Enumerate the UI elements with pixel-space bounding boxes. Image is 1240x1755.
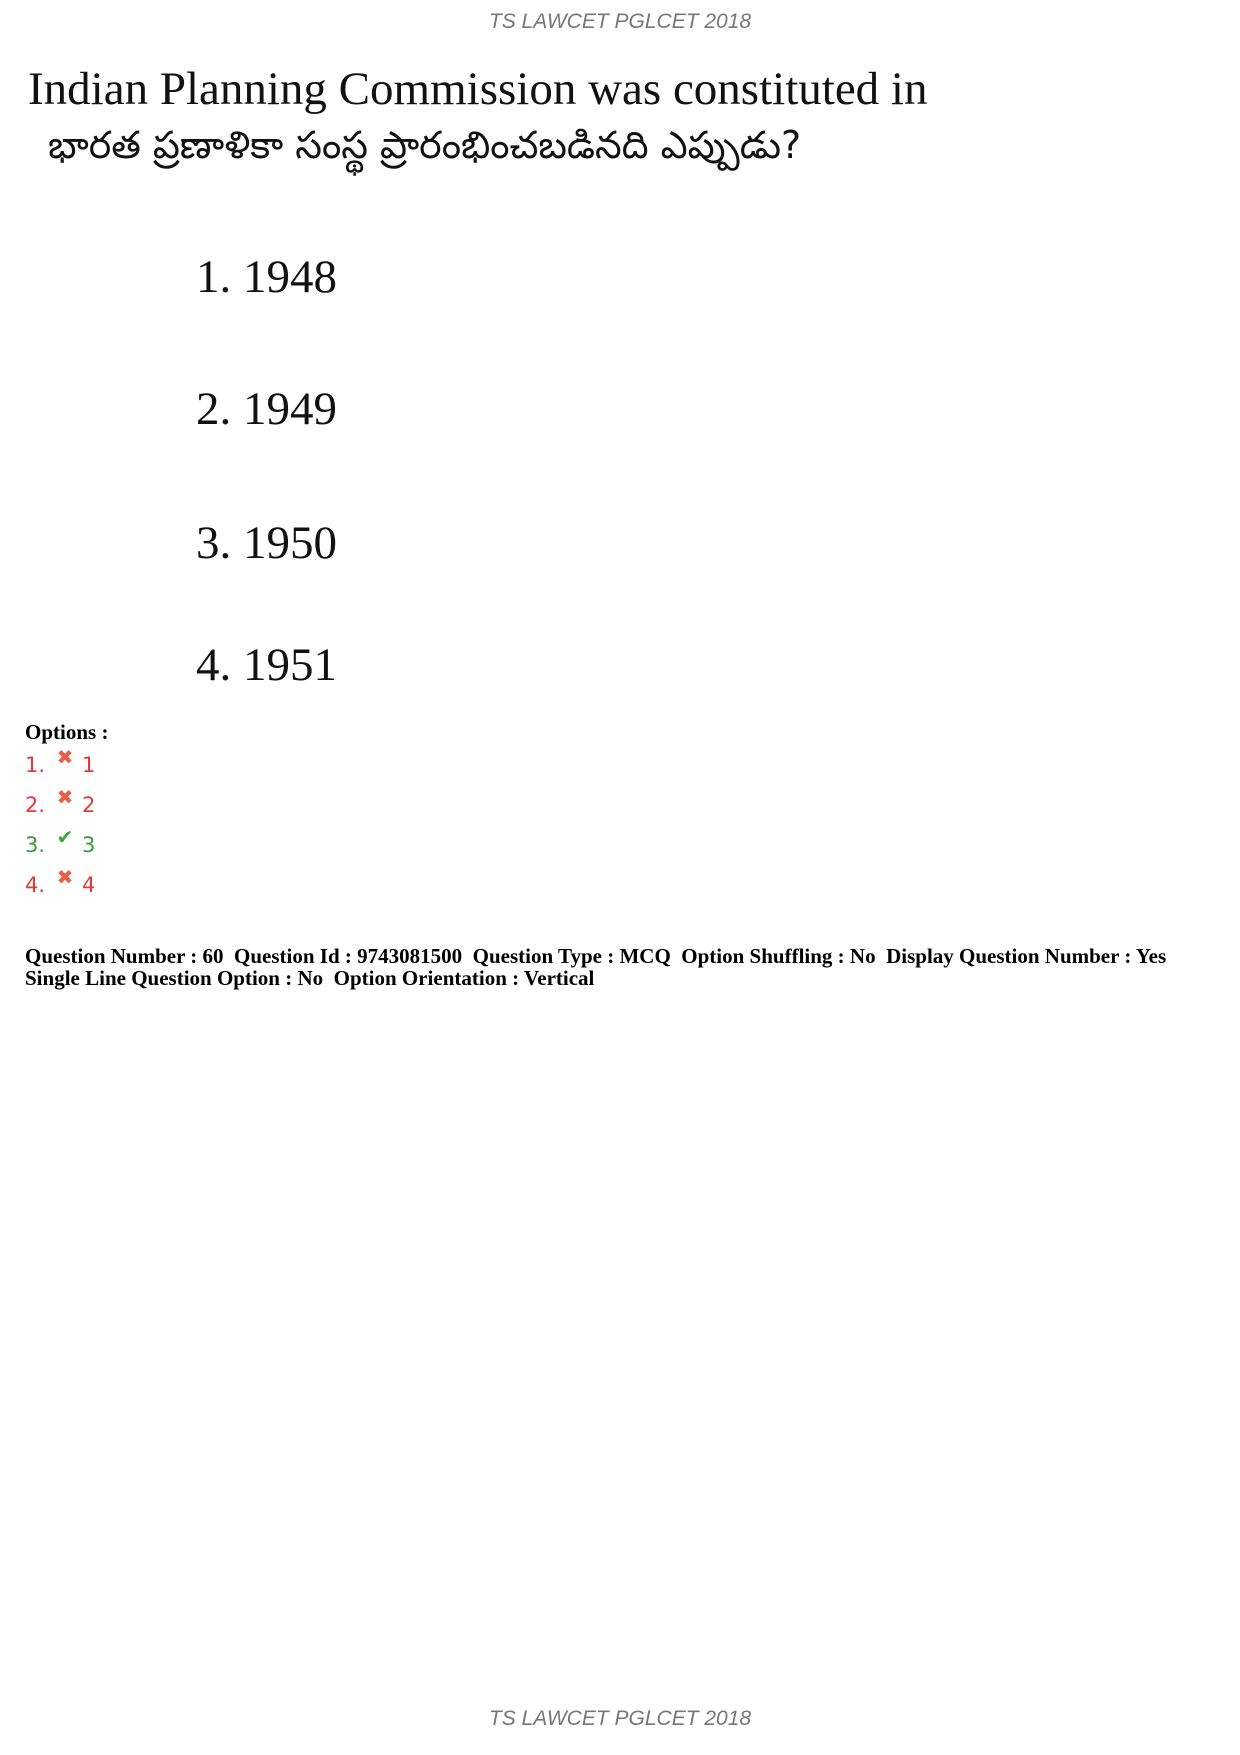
option-value: 1 bbox=[82, 753, 96, 777]
cross-icon: ✖ bbox=[56, 865, 74, 889]
cross-icon: ✖ bbox=[56, 745, 74, 769]
option-number: 3. bbox=[25, 833, 46, 857]
option-1 bbox=[25, 745, 96, 777]
cross-icon: ✖ bbox=[56, 785, 74, 809]
question-choice: 3. 1950 bbox=[196, 517, 337, 569]
option-number: 1. bbox=[25, 753, 46, 777]
option-value: 4 bbox=[82, 873, 96, 897]
page-footer: TS LAWCET PGLCET 2018 bbox=[488, 1707, 752, 1730]
question-choice: 2. 1949 bbox=[196, 383, 337, 435]
question-choice: 4. 1951 bbox=[196, 639, 337, 691]
option-number: 4. bbox=[25, 873, 46, 897]
metadata-line-1: Question Number : 60 Question Id : 9743081500 Question Type : MCQ Option Shuffling : No Display Question Number : Yes bbox=[25, 944, 1167, 968]
option-number: 2. bbox=[25, 793, 46, 817]
question-text-english: Indian Planning Commission was constituted in bbox=[28, 63, 928, 115]
question-choice: 1. 1948 bbox=[196, 251, 337, 303]
option-value: 2 bbox=[82, 793, 96, 817]
page-header: TS LAWCET PGLCET 2018 bbox=[488, 10, 752, 33]
option-2 bbox=[25, 785, 96, 817]
check-icon: ✔ bbox=[56, 825, 74, 849]
question-image bbox=[28, 60, 1028, 691]
option-value: 3 bbox=[82, 833, 96, 857]
options-title: Options : bbox=[25, 720, 109, 744]
metadata-line-2: Single Line Question Option : No Option Orientation : Vertical bbox=[25, 966, 595, 990]
question-metadata bbox=[25, 945, 1166, 989]
option-4 bbox=[25, 865, 96, 897]
question-text-telugu: భారత ప్రణాళికా సంస్థ ప్రారంభించబడినది ఎప్పుడు? bbox=[48, 123, 802, 167]
option-3 bbox=[25, 825, 96, 857]
